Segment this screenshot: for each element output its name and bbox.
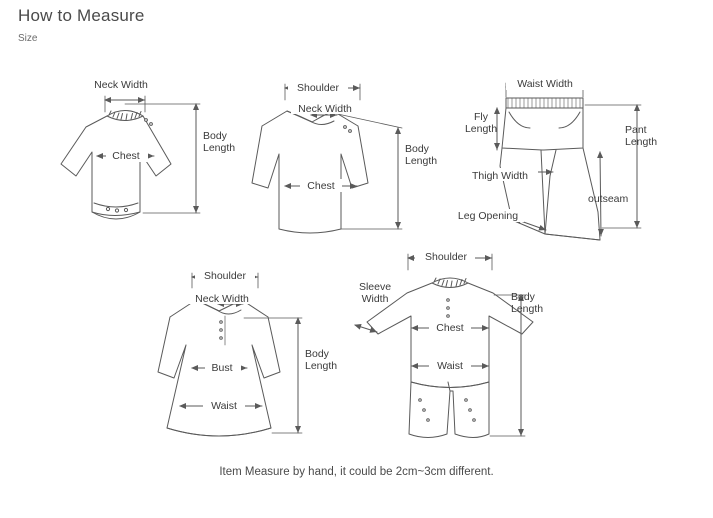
label-waist-romper: Waist	[437, 360, 463, 372]
label-shoulder-romper: Shoulder	[424, 251, 468, 263]
label-chest-top: Chest	[307, 180, 335, 192]
label-fly-pants: Fly	[474, 111, 488, 123]
label-neck-width-dress: Neck Width	[195, 293, 249, 305]
size-subtitle: Size	[18, 33, 38, 44]
page-title: How to Measure	[18, 6, 145, 25]
label-body-dress: Body	[305, 348, 329, 360]
label-leg-opening-pants: Leg Opening	[457, 210, 519, 222]
label-waist-dress: Waist	[211, 400, 237, 412]
label-neck-width-top: Neck Width	[298, 103, 352, 115]
label-chest-romper: Chest	[436, 322, 464, 334]
measure-note: Item Measure by hand, it could be 2cm~3cm different.	[219, 466, 494, 478]
label-body-top: Body	[405, 143, 429, 155]
label-body-bodysuit: Body	[203, 130, 227, 142]
label-pant-length-pants: Length	[625, 136, 658, 148]
label-length-romper: Length	[511, 303, 544, 315]
label-thigh-width-pants: Thigh Width	[471, 170, 529, 182]
label-fly-length-pants: Length	[464, 123, 498, 135]
label-bust-dress: Bust	[211, 362, 233, 374]
label-sleeve-width-romper: Width	[361, 293, 389, 305]
label-shoulder-top: Shoulder	[296, 82, 340, 94]
label-chest-bodysuit: Chest	[112, 150, 140, 162]
label-body-romper: Body	[511, 291, 535, 303]
label-pant-pants: Pant	[625, 124, 647, 136]
label-sleeve-romper: Sleeve	[358, 281, 392, 293]
label-shoulder-dress: Shoulder	[203, 270, 247, 282]
label-waist-width-pants: Waist Width	[517, 78, 573, 90]
label-length-bodysuit: Length	[203, 142, 236, 154]
label-outseam-pants: outseam	[588, 193, 629, 205]
label-length-top: Length	[405, 155, 438, 167]
label-length-dress: Length	[305, 360, 338, 372]
label-neck-width-bodysuit: Neck Width	[94, 79, 148, 91]
